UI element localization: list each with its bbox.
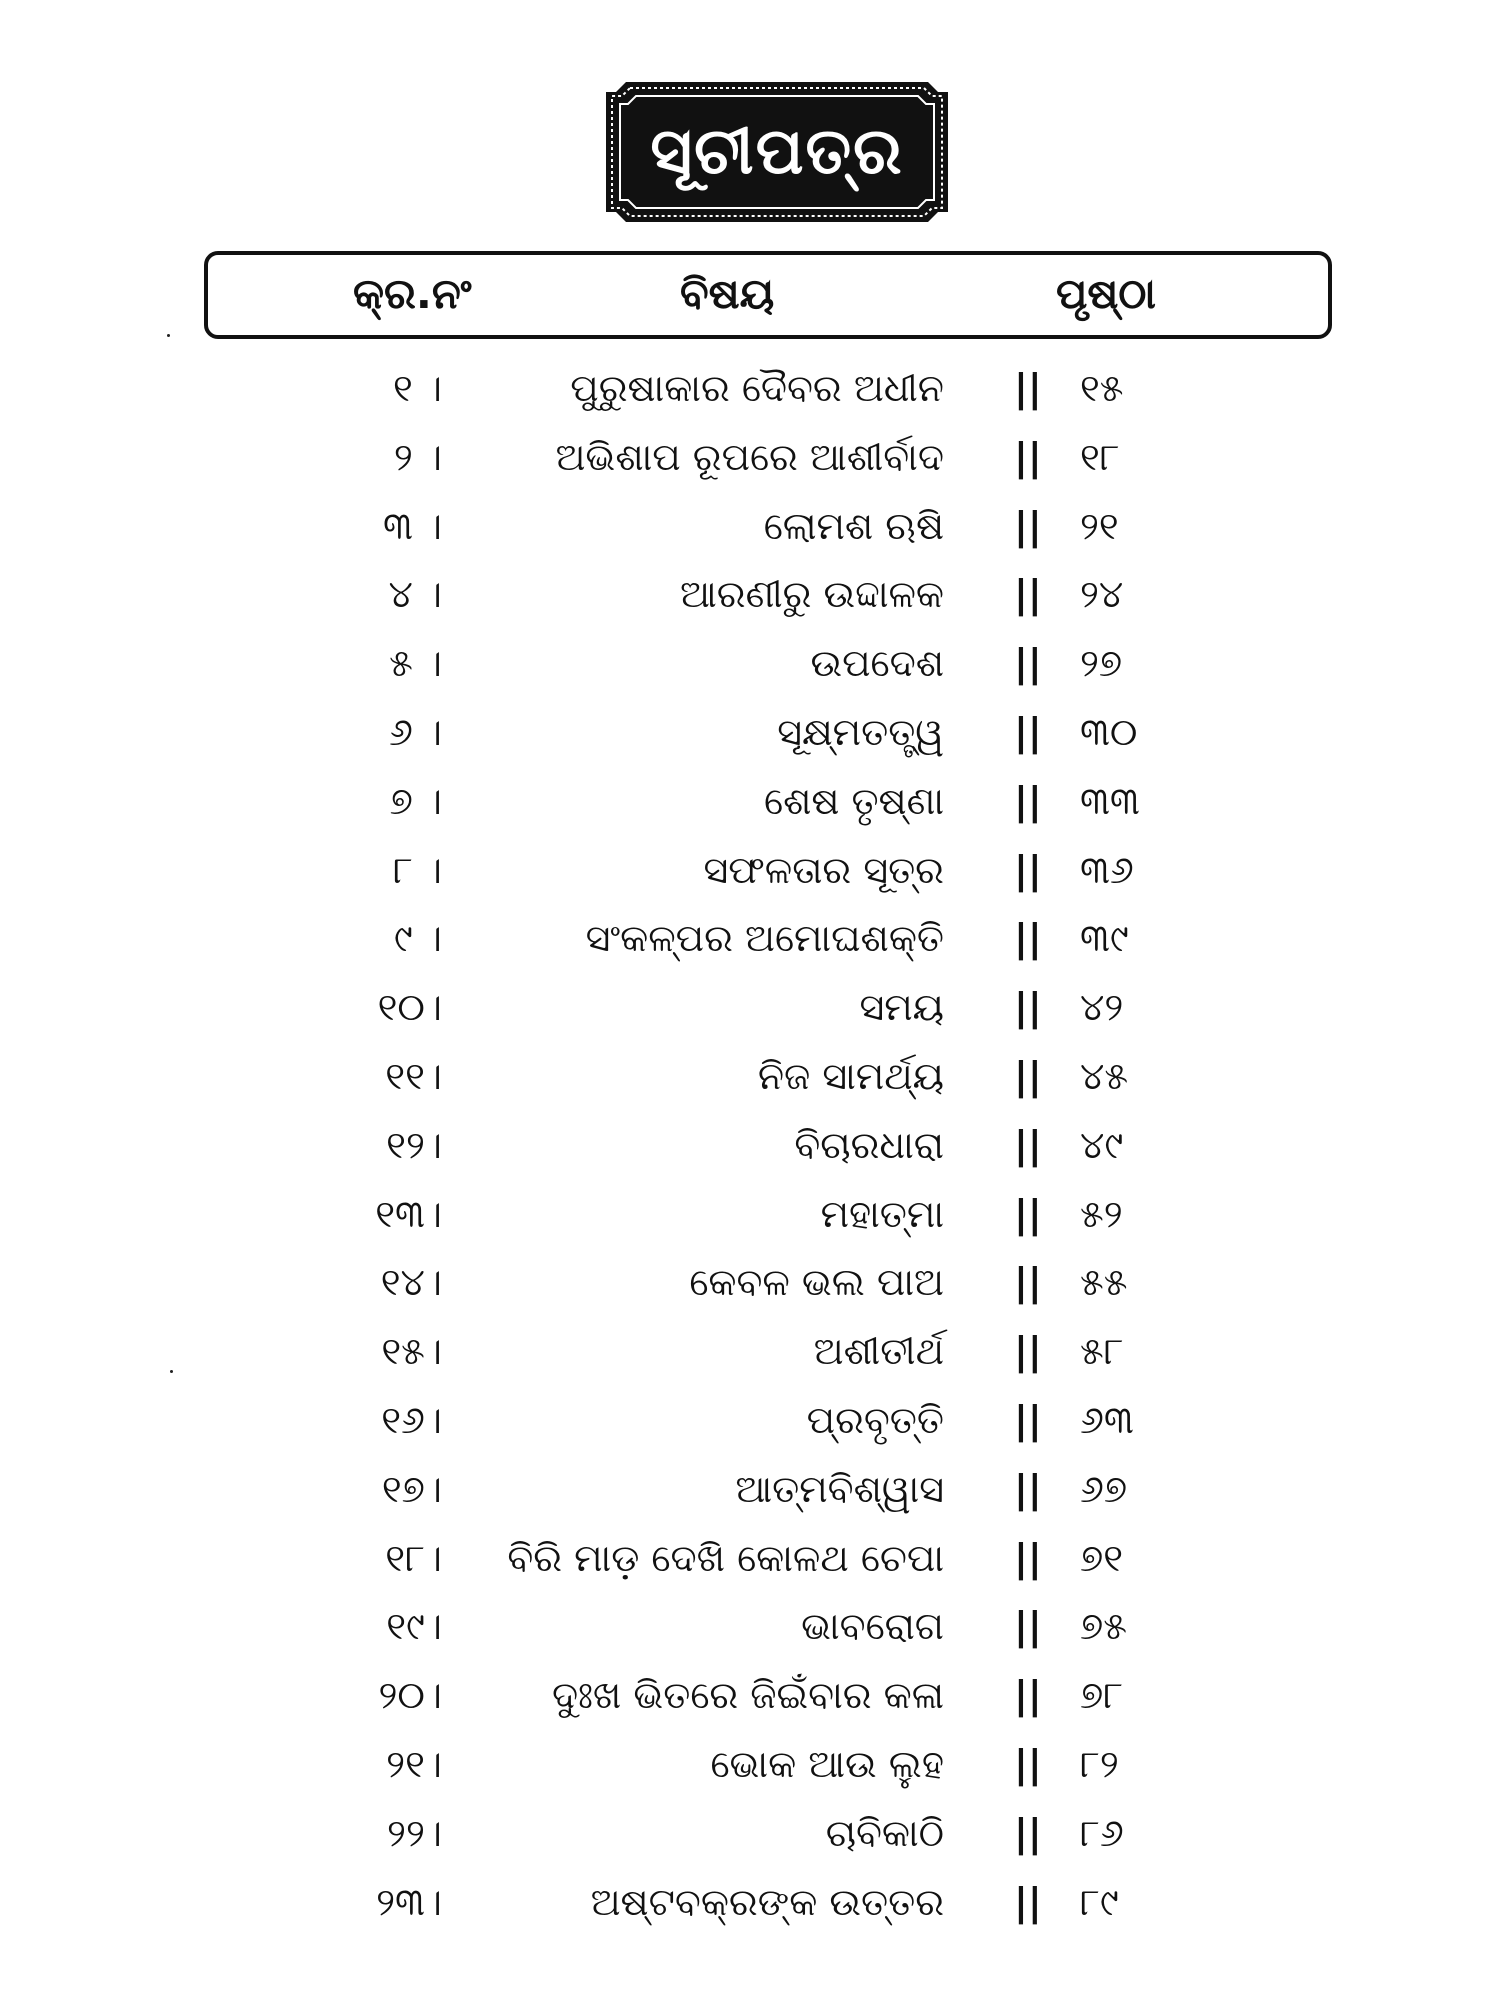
table-header xyxy=(204,251,1332,339)
toc-number: ୧ । xyxy=(393,366,442,410)
toc-subject: ଉପଦେଶ xyxy=(810,641,944,686)
toc-separator: || xyxy=(1014,985,1042,1030)
toc-page: ୫୨ xyxy=(1080,1191,1123,1236)
toc-separator: || xyxy=(1014,1466,1042,1511)
toc-separator: || xyxy=(1014,1535,1042,1580)
toc-subject: ଭୋକ ଆଉ ଲୁହ xyxy=(710,1741,944,1786)
toc-subject: ଅଶୀତୀର୍ଥ xyxy=(813,1329,944,1374)
toc-number: ୯ । xyxy=(393,916,442,961)
toc-page: ୧୮ xyxy=(1080,434,1120,479)
toc-page: ୭୫ xyxy=(1080,1604,1127,1649)
toc-separator: || xyxy=(1014,572,1042,617)
toc-row xyxy=(0,629,1500,698)
toc-row xyxy=(0,1042,1500,1111)
toc-page: ୫୫ xyxy=(1080,1260,1128,1305)
toc-subject: ବିଚାରଧାରା xyxy=(794,1122,944,1167)
toc-separator: || xyxy=(1014,1053,1042,1098)
toc-subject: ସୂକ୍ଷ୍ମତତ୍ତ୍ୱ xyxy=(777,709,944,754)
toc-separator: || xyxy=(1014,1604,1042,1649)
toc-row xyxy=(0,1730,1500,1799)
toc-separator: || xyxy=(1014,1122,1042,1167)
toc-subject: ଚାବିକାଠି xyxy=(825,1810,944,1855)
toc-number: ୨୧। xyxy=(386,1741,442,1786)
toc-page: ୬୩ xyxy=(1080,1397,1134,1442)
toc-subject: ଦୁଃଖ ଭିତରେ ଜିଇଁବାର କଳା xyxy=(551,1673,944,1718)
toc-row xyxy=(0,1180,1500,1249)
toc-row xyxy=(0,492,1500,561)
toc-row xyxy=(0,1868,1500,1937)
header-subject: ବିଷୟ xyxy=(680,269,775,318)
toc-subject: କେବଳ ଭଲ ପାଅ xyxy=(689,1260,944,1305)
toc-subject: ବିରି ମାଡ଼ ଦେଖି କୋଳଥ ଚେପା xyxy=(507,1535,944,1580)
toc-row xyxy=(0,423,1500,492)
toc-number: ୬ । xyxy=(388,709,442,754)
title-plaque xyxy=(596,76,958,228)
toc-number: ୧୮। xyxy=(385,1535,442,1580)
toc-row xyxy=(0,767,1500,836)
toc-number: ୫ । xyxy=(389,641,442,686)
toc-row xyxy=(0,354,1500,423)
toc-page: ୩୬ xyxy=(1080,847,1134,892)
toc-number: ୧୯। xyxy=(386,1604,442,1649)
toc-row xyxy=(0,698,1500,767)
toc-page: ୪୯ xyxy=(1080,1122,1124,1167)
toc-number: ୧୩। xyxy=(375,1191,442,1236)
toc-row xyxy=(0,1524,1500,1593)
header-page: ପୃଷ୍ଠା xyxy=(1056,269,1157,318)
toc-page: ୩୩ xyxy=(1080,778,1140,823)
toc-page: ୩୦ xyxy=(1080,709,1138,754)
toc-page: ୭୧ xyxy=(1080,1535,1124,1580)
toc-subject: ପ୍ରବୃତ୍ତି xyxy=(806,1397,944,1442)
toc-separator: || xyxy=(1014,434,1042,479)
toc-number: ୧୭। xyxy=(381,1466,442,1511)
toc-separator: || xyxy=(1014,503,1042,548)
toc-separator: || xyxy=(1014,641,1042,686)
toc-number: ୧୬। xyxy=(381,1397,442,1442)
toc-row xyxy=(0,1111,1500,1180)
toc-separator: || xyxy=(1014,1191,1042,1236)
toc-page: ୨୭ xyxy=(1080,641,1123,686)
toc-number: ୧୨। xyxy=(386,1122,442,1167)
toc-separator: || xyxy=(1014,1329,1042,1374)
toc-page: ୫୮ xyxy=(1080,1329,1124,1374)
toc-number: ୧୦। xyxy=(377,985,442,1030)
toc-page: ୧୫ xyxy=(1080,366,1124,410)
toc-separator: || xyxy=(1014,1741,1042,1786)
toc-number: ୨ । xyxy=(393,434,442,479)
toc-row xyxy=(0,1317,1500,1386)
toc-row xyxy=(0,1455,1500,1524)
toc-page: ୪୫ xyxy=(1080,1053,1129,1098)
toc-subject: ଶେଷ ତୃଷ୍ଣା xyxy=(764,778,944,823)
toc-number: ୭ । xyxy=(389,778,442,823)
toc-number: ୧୪। xyxy=(380,1260,442,1305)
toc-row xyxy=(0,1799,1500,1868)
toc-page: ୭୮ xyxy=(1080,1673,1124,1718)
toc-page: ୪୨ xyxy=(1080,985,1124,1030)
toc-separator: || xyxy=(1014,366,1042,410)
toc-row xyxy=(0,836,1500,905)
toc-page: ୩୯ xyxy=(1080,916,1129,961)
toc-separator: || xyxy=(1014,1879,1042,1924)
toc-subject: ଆରଣୀରୁ ଉଦ୍ଦାଳକ xyxy=(680,572,944,617)
toc-number: ୧୧। xyxy=(385,1053,442,1098)
toc-separator: || xyxy=(1014,847,1042,892)
toc-subject: ସଫଳତାର ସୂତ୍ର xyxy=(703,847,944,892)
toc-separator: || xyxy=(1014,1397,1042,1442)
toc-separator: || xyxy=(1014,916,1042,961)
toc-number: ୮ । xyxy=(392,847,442,892)
scan-speck xyxy=(167,334,170,337)
toc-page: ୮୨ xyxy=(1080,1741,1119,1786)
toc-number: ୩ । xyxy=(382,503,442,548)
toc-page: ୬୭ xyxy=(1080,1466,1128,1511)
toc-separator: || xyxy=(1014,709,1042,754)
toc-subject: ଲୋମଶ ଋଷି xyxy=(763,503,944,548)
toc-page: ୨୪ xyxy=(1080,572,1124,617)
toc-row xyxy=(0,1386,1500,1455)
toc-number: ୨୩। xyxy=(376,1879,442,1924)
toc-list xyxy=(0,354,1500,1936)
toc-separator: || xyxy=(1014,1673,1042,1718)
toc-subject: ନିଜ ସାମର୍ଥ୍ୟ xyxy=(757,1053,944,1098)
toc-separator: || xyxy=(1014,1260,1042,1305)
toc-row xyxy=(0,904,1500,973)
toc-row xyxy=(0,560,1500,629)
toc-row xyxy=(0,1592,1500,1661)
toc-separator: || xyxy=(1014,778,1042,823)
toc-subject: ସମୟ xyxy=(859,985,944,1030)
toc-row xyxy=(0,1248,1500,1317)
toc-page: ୨୧ xyxy=(1080,503,1119,548)
toc-number: ୨୦। xyxy=(378,1673,442,1718)
toc-row xyxy=(0,1661,1500,1730)
toc-subject: ଅଷ୍ଟବକ୍ରଙ୍କ ଉତ୍ତର xyxy=(590,1879,944,1924)
toc-row xyxy=(0,973,1500,1042)
toc-subject: ଆତ୍ମବିଶ୍ୱାସ xyxy=(735,1466,944,1511)
scan-speck xyxy=(170,1370,173,1373)
toc-subject: ଭାବରୋଗ xyxy=(801,1604,944,1649)
toc-page: ୮୯ xyxy=(1080,1879,1119,1924)
toc-number: ୨୨। xyxy=(387,1810,442,1855)
toc-number: ୪ । xyxy=(388,572,442,617)
toc-number: ୧୫। xyxy=(381,1329,442,1374)
header-serial: କ୍ର.ନଂ xyxy=(353,269,472,318)
toc-page: ୮୬ xyxy=(1080,1810,1124,1855)
toc-separator: || xyxy=(1014,1810,1042,1855)
toc-subject: ଅଭିଶାପ ରୂପରେ ଆଶୀର୍ବାଦ xyxy=(555,434,944,479)
page-title: ସୂଚୀପତ୍ର xyxy=(650,115,904,189)
toc-subject: ସଂକଳ୍ପର ଅମୋଘଶକ୍ତି xyxy=(585,916,944,961)
toc-subject: ମହାତ୍ମା xyxy=(820,1191,944,1236)
toc-subject: ପୁରୁଷାକାର ଦୈବର ଅଧୀନ xyxy=(570,366,944,410)
